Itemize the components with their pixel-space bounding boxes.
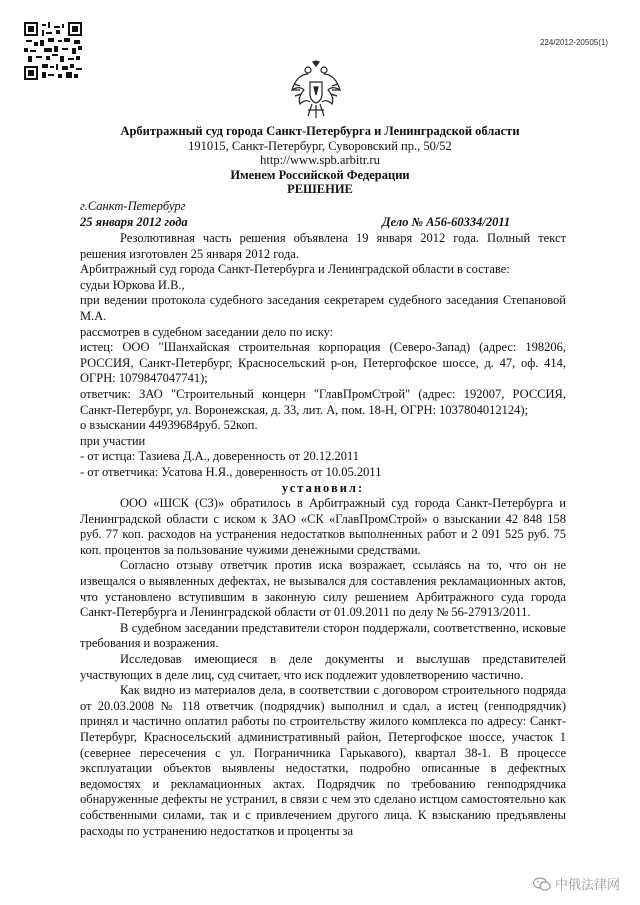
place-line: г.Санкт-Петербург xyxy=(80,199,186,213)
decision-title: РЕШЕНИЕ xyxy=(287,182,353,196)
in-name-line: Именем Российской Федерации xyxy=(230,167,410,182)
decision-body xyxy=(80,231,566,839)
watermark-text: 中俄法律网 xyxy=(554,878,620,893)
case-number: Дело № А56-60334/2011 xyxy=(382,215,511,229)
body-paragraph: - от истца: Тазиева Д.А., доверенность от 20.12.2011 xyxy=(80,449,360,464)
coat-of-arms-icon xyxy=(290,60,342,120)
wechat-icon xyxy=(533,877,551,891)
court-address: 191015, Санкт-Петербург, Суворовский пр., 50/52 xyxy=(188,138,452,153)
document-header xyxy=(0,124,640,197)
body-paragraph: о взыскании 44939684руб. 52коп. xyxy=(80,418,258,433)
body-paragraph: при участии xyxy=(80,433,146,448)
qr-code-icon xyxy=(24,22,82,80)
court-url: http://www.spb.arbitr.ru xyxy=(260,153,380,167)
body-paragraph: Как видно из материалов дела, в соответствии с договором строительного подряда от 20.03.2008 № 118 ответчик (подрядчик) выполнил и сдал, а истец (генподрядчик) принял и частично оплатил работы по строительству жилого комплекса по адресу: Санкт-Петербург, Красносельский административный район, Петергофское шоссе, участок 1 (севернее пересечения с ул. Пограничника Гарькавого), квартал 38-1. В процессе эксплуатации объектов выявлены недостатки, подробно описанные в дефектных ведомостях и рекламационных актах. Подрядчик по требованию генподрядчика обнаруженные дефекты не устранил, в связи с чем это сделано истцом самостоятельно как собственными силами, так и с привлечением другого лица. К взысканию предъявлены расходы по устранению недостатков и проценты за xyxy=(80,683,566,838)
body-paragraph: В судебном заседании представители сторон поддержали, соответственно, исковые требования и возражения. xyxy=(80,620,566,651)
watermark xyxy=(533,874,620,893)
body-paragraph: Арбитражный суд города Санкт-Петербурга и Ленинградской области в составе: xyxy=(80,262,510,277)
body-paragraph: при ведении протокола судебного заседания секретарем судебного заседания Степановой М.А. xyxy=(80,293,566,323)
document-reference: 224/2012-20505(1) xyxy=(539,38,608,47)
court-name: Арбитражный суд города Санкт-Петербурга и Ленинградской области xyxy=(120,124,520,138)
body-paragraph: ООО «ШСК (СЗ)» обратилось в Арбитражный суд города Санкт-Петербурга и Ленинградской области с иском к ЗАО «СК «ГлавПромСтрой» о взыскании 42 848 158 руб. 77 коп. расходов на устранения недостатков выполненных работ и 2 091 525 руб. 75 коп. процентов за пользование чужими денежными средствами. xyxy=(80,496,566,557)
decision-date: 25 января 2012 года xyxy=(80,215,188,229)
body-paragraph: истец: ООО "Шанхайская строительная корпорация (Северо-Запад) (адрес: 198206, РОССИЯ, Санкт-Петербург, Красносельский р-он, Петергофское шоссе, д. 47, оф. 414, ОГРН: 1079847047741); xyxy=(80,340,566,386)
body-paragraph: ответчик: ЗАО "Строительный концерн "ГлавПромСтрой" (адрес: 192007, РОССИЯ, Санкт-Петербург, ул. Воронежская, д. 33, лит. А, пом. 18-Н, ОГРН: 1037804012124); xyxy=(80,386,566,417)
body-paragraph: Исследовав имеющиеся в деле документы и выслушав представителей участвующих в деле лиц, суд считает, что иск подлежит удовлетворению частично. xyxy=(80,652,566,682)
body-paragraph: судьи Юркова И.В., xyxy=(80,277,185,292)
body-paragraph: Резолютивная часть решения объявлена 19 января 2012 года. Полный текст решения изготовлен 25 января 2012 года. xyxy=(80,231,566,261)
body-paragraph: рассмотрев в судебном заседании дело по иску: xyxy=(80,324,334,339)
body-paragraph: Согласно отзыву ответчик против иска возражает, ссылаясь на то, что он не извещался о выявленных дефектах, не вызывался для составления рекламационных актов, что установлено вступившим в законную силу решением Арбитражного суда города Санкт-Петербурга и Ленинградской области от 01.09.2011 по делу № 56-27913/2011. xyxy=(80,558,566,620)
body-paragraph: - от ответчика: Усатова Н.Я., доверенность от 10.05.2011 xyxy=(80,464,382,479)
established-heading: установил: xyxy=(281,480,365,495)
